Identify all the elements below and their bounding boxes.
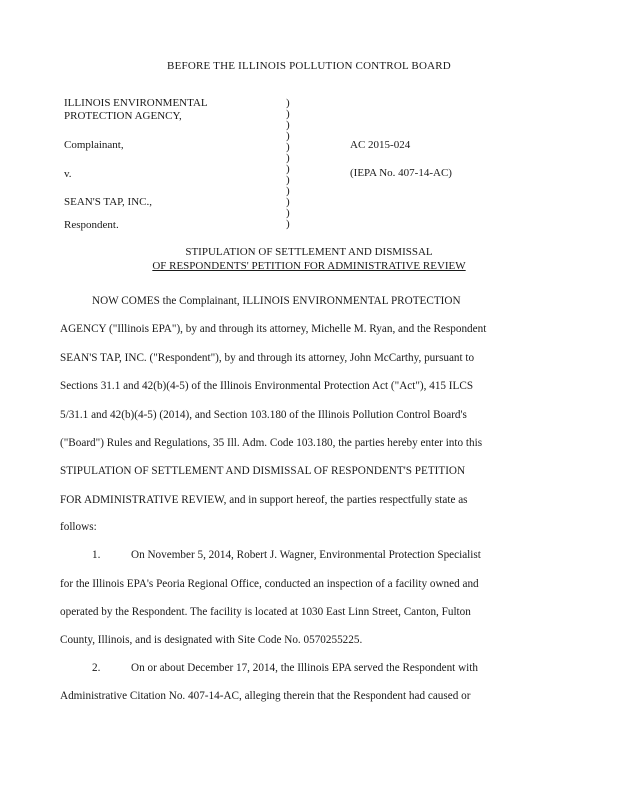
body-line: NOW COMES the Complainant, ILLINOIS ENVIRONMENTAL PROTECTION: [92, 295, 461, 307]
paren: ): [286, 141, 290, 153]
paren: ): [286, 185, 290, 197]
paren: ): [286, 207, 290, 219]
complainant-name-line2: PROTECTION AGENCY,: [64, 110, 182, 122]
document-title-line2: [0, 260, 618, 273]
body-line: County, Illinois, and is designated with Site Code No. 0570255225.: [60, 634, 363, 646]
paren: ): [286, 119, 290, 131]
paren: ): [286, 163, 290, 175]
body-line: SEAN'S TAP, INC. ("Respondent"), by and through its attorney, John McCarthy, pursuant to: [60, 352, 475, 364]
paren: ): [286, 174, 290, 186]
complainant-label: Complainant,: [64, 139, 124, 151]
body-line: Administrative Citation No. 407-14-AC, alleging therein that the Respondent had caused or: [60, 690, 471, 702]
respondent-label: Respondent.: [64, 219, 119, 231]
body-line: FOR ADMINISTRATIVE REVIEW, and in support hereof, the parties respectfully state as: [60, 494, 468, 506]
body-line: operated by the Respondent. The facility is located at 1030 East Linn Street, Canton, Fulton: [60, 606, 471, 618]
iepa-number: (IEPA No. 407-14-AC): [350, 167, 452, 179]
paragraph-number: 2.: [92, 662, 101, 674]
body-line: for the Illinois EPA's Peoria Regional Office, conducted an inspection of a facility owned and: [60, 578, 479, 590]
paragraph-number: 1.: [92, 549, 101, 561]
body-line: On or about December 17, 2014, the Illinois EPA served the Respondent with: [131, 662, 478, 674]
body-line: AGENCY ("Illinois EPA"), by and through its attorney, Michelle M. Ryan, and the Respondent: [60, 323, 487, 335]
document-title-underlined: OF RESPONDENTS' PETITION FOR ADMINISTRATIVE REVIEW: [152, 260, 466, 272]
body-line: ("Board") Rules and Regulations, 35 Ill. Adm. Code 103.180, the parties hereby enter into this: [60, 437, 483, 449]
body-line: On November 5, 2014, Robert J. Wagner, Environmental Protection Specialist: [131, 549, 481, 561]
caption-divider: [286, 98, 296, 230]
body-line: STIPULATION OF SETTLEMENT AND DISMISSAL OF RESPONDENT'S PETITION: [60, 465, 466, 477]
body-line: Sections 31.1 and 42(b)(4-5) of the Illinois Environmental Protection Act ("Act"), 415 ILCS: [60, 380, 474, 392]
paren: ): [286, 108, 290, 120]
respondent-name: SEAN'S TAP, INC.,: [64, 196, 152, 208]
paren: ): [286, 218, 290, 230]
body-line: follows:: [60, 521, 97, 533]
paren: ): [286, 130, 290, 142]
complainant-name-line1: ILLINOIS ENVIRONMENTAL: [64, 97, 208, 109]
paren: ): [286, 152, 290, 164]
body-line: 5/31.1 and 42(b)(4-5) (2014), and Section 103.180 of the Illinois Pollution Control Board's: [60, 409, 467, 421]
paren: ): [286, 97, 290, 109]
case-number: AC 2015-024: [350, 139, 411, 151]
board-title: BEFORE THE ILLINOIS POLLUTION CONTROL BOARD: [167, 60, 451, 72]
paren: ): [286, 196, 290, 208]
versus-label: v.: [64, 168, 72, 180]
document-title-line1: STIPULATION OF SETTLEMENT AND DISMISSAL: [185, 246, 433, 258]
